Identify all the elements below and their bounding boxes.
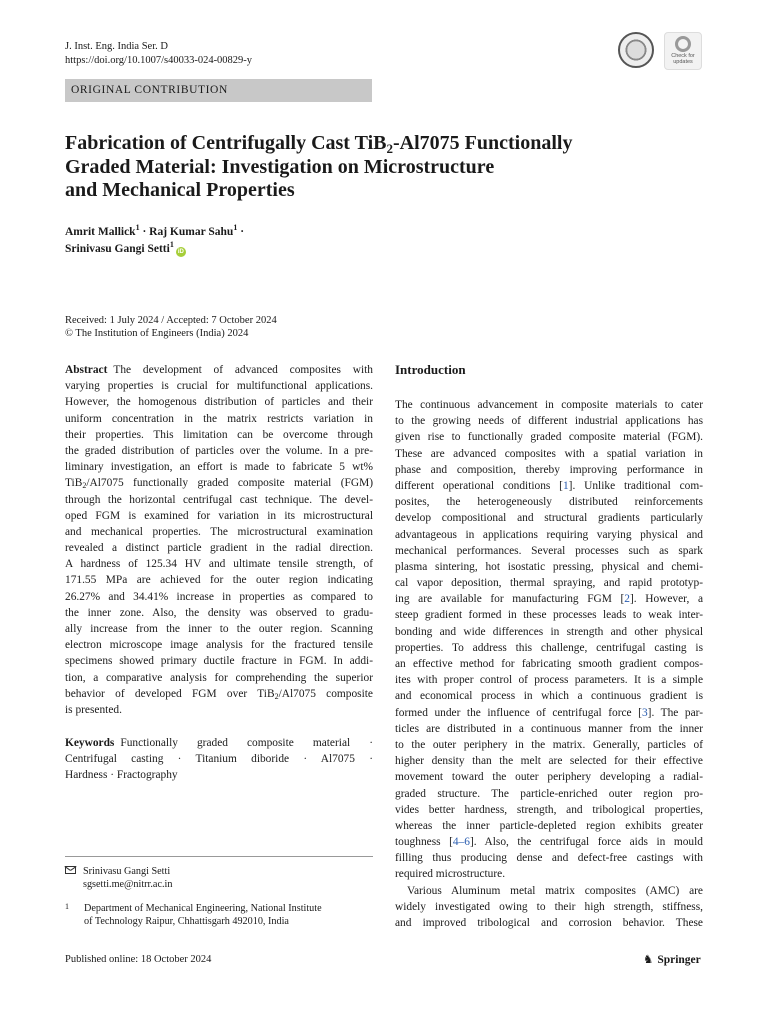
intro-line: higher density than the melt are selected for their effective [395, 755, 703, 768]
published-online: Published online: 18 October 2024 [65, 954, 212, 965]
affiliation-line: of Technology Raipur, Chhattisgarh 492010, India [84, 916, 289, 927]
title-line: and Mechanical Properties [65, 179, 295, 201]
abstract-line: behavior of developed FGM over [65, 687, 258, 700]
abstract-line: A hardness of 125.34 HV and ultimate tensile strength, of [65, 558, 373, 571]
chem-subscript: 2 [274, 691, 279, 701]
intro-line: mechanical performances. Several processes such as spark [395, 544, 703, 557]
intro-line: whereas the inner particle-depleted region exhibits greater [395, 819, 703, 832]
citation-link[interactable]: 2 [624, 593, 630, 606]
intro-line: ]. However, a [629, 593, 703, 606]
intro-line: and improved tribological and corrosion behavior. These [395, 917, 703, 929]
journal-name: J. Inst. Eng. India Ser. D [65, 41, 168, 52]
citation-link[interactable]: 1 [562, 479, 569, 492]
author-sep: · [237, 226, 245, 238]
title-part: -Al7075 Functionally [392, 132, 573, 154]
affiliation-number: 1 [65, 902, 69, 911]
corresponding-author: Srinivasu Gangi Setti [83, 866, 171, 877]
abstract-line: varying properties is crucial for multifunctional applications. [65, 380, 373, 393]
abstract-line: electron microscope image analysis for the fractured tensile [65, 639, 373, 652]
received-accepted: Received: 1 July 2024 / Accepted: 7 October 2024 [65, 315, 277, 326]
abstract [65, 362, 373, 718]
correspondence [65, 865, 172, 891]
intro-line: toughness [ [395, 836, 453, 849]
intro-line: given rise to functionally graded composite material (FGM). [395, 431, 703, 444]
envelope-icon [65, 866, 76, 874]
intro-line: and economical process in which a continuous gradient is [395, 690, 703, 703]
author-affil-sup: 1 [169, 240, 174, 250]
article-dates [65, 314, 277, 340]
abstract-line: ally increase from the inner to the outer region. Scanning [65, 623, 373, 635]
intro-line: vides better hardness, strength, and tribological properties, [395, 803, 703, 816]
abstract-line: 171.55 MPa are achieved for the outer region indicating [65, 574, 373, 587]
abstract-line: liminary investigation, an effort is made to fabricate 5 wt% [65, 461, 373, 474]
abstract-line: However, the homogenous distribution of particles and their [65, 396, 373, 409]
intro-line: steep gradient formed in these processes leads to weak inter- [395, 609, 703, 622]
abstract-label: Abstract [65, 364, 108, 376]
keywords-line: Hardness · Fractography [65, 769, 178, 782]
institution-seal-logo [618, 32, 654, 68]
title-part: Fabrication of Centrifugally Cast TiB [65, 132, 387, 154]
footnote-divider [65, 856, 373, 857]
abstract-line: the inner zone. Also, the density was observed to gradu- [65, 606, 373, 619]
abstract-line: specimens showed primary ductile fracture in FGM. In addi- [65, 655, 373, 668]
chem-formula: TiB [257, 687, 275, 700]
author-name[interactable]: Srinivasu Gangi Setti [65, 243, 170, 255]
article-type-banner: ORIGINAL CONTRIBUTION [65, 79, 372, 102]
springer-horse-icon: ♞ [643, 954, 654, 966]
check-updates-line2: updates [673, 59, 693, 65]
intro-line: to the growing needs of different industrial applications has [395, 415, 703, 428]
keywords [65, 735, 373, 784]
journal-info [65, 40, 252, 68]
keywords-line: Centrifugal casting · Titanium diboride · Al7075 · [65, 753, 373, 766]
intro-line: different operational conditions [ [395, 479, 563, 492]
intro-line: plasma sintering, hot isostatic pressing, physical and chemi- [395, 560, 703, 573]
doi-link[interactable]: https://doi.org/10.1007/s40033-024-00829-y [65, 55, 253, 66]
author-list [65, 224, 244, 258]
abstract-line: /Al7075 composite [278, 687, 373, 700]
abstract-line: /Al7075 functionally graded composite material (FGM) [86, 477, 373, 490]
intro-line: formed under the influence of centrifugal force [ [395, 706, 642, 719]
intro-line: required microstructure. [395, 868, 506, 881]
intro-line: widely investigated owing to their high strength, stiffness, [395, 900, 703, 913]
title-subscript: 2 [386, 141, 393, 156]
corresponding-email[interactable]: sgsetti.me@nitrr.ac.in [83, 879, 173, 890]
copyright: © The Institution of Engineers (India) 2024 [65, 328, 249, 339]
intro-line: posites, the heterogeneously distributed reinforcements [395, 496, 703, 509]
article-title [65, 132, 625, 203]
intro-line: to the outer periphery in the matrix. Generally, particles of [395, 738, 703, 751]
affiliation [65, 902, 322, 928]
intro-line: ]. Also, the centrifugal force aids in mould [469, 836, 703, 849]
intro-line: These are advanced composites with a spatial variation in [395, 447, 703, 460]
intro-line: properties. To address this challenge, centrifugal casting is [395, 641, 703, 654]
abstract-line: the graded distribution of particles over the volume. In a pre- [65, 444, 373, 457]
intro-line: ticles are distributed in a continuous manner from the inner [395, 722, 703, 735]
abstract-line: tion, a comparative analysis for comprehending the superior [65, 671, 373, 684]
chem-subscript: 2 [82, 481, 87, 491]
intro-line: The continuous advancement in composite materials to cater [395, 399, 703, 411]
orcid-icon[interactable]: iD [177, 249, 184, 255]
check-for-updates-badge[interactable] [664, 32, 702, 70]
affiliation-line: Department of Mechanical Engineering, National Institute [84, 903, 322, 914]
author-name[interactable]: Raj Kumar Sahu [149, 226, 234, 238]
author-name[interactable]: Amrit Mallick [65, 226, 136, 238]
intro-line: graded structure. The particle-enriched outer region pro- [395, 787, 703, 800]
intro-line: ites with proper control of process parameters. It is a simple [395, 674, 703, 687]
intro-line: ing are available for manufacturing FGM [ [395, 593, 625, 606]
intro-line: develop compositional and structural gradients particularly [395, 512, 703, 525]
intro-line: an effective method for fabricating smooth gradient compos- [395, 658, 703, 670]
abstract-line: through the horizontal centrifugal cast technique. The devel- [65, 493, 373, 506]
abstract-line: revealed a distinct particle gradient in the radial direction. [65, 542, 373, 555]
publisher-logo [643, 952, 701, 966]
introduction-body [395, 397, 703, 931]
abstract-line: oped FGM is examined for variation in its microstructural [65, 509, 373, 522]
chem-formula: TiB [65, 477, 83, 490]
abstract-line: is presented. [65, 703, 122, 716]
introduction-heading: Introduction [395, 362, 466, 377]
publisher-name: Springer [657, 954, 701, 966]
intro-line: movement toward the outer periphery developing a radial- [395, 771, 703, 784]
check-updates-icon [675, 36, 691, 52]
author-sep: · [139, 226, 150, 238]
check-updates-line1: Check for [671, 53, 695, 59]
intro-line: ]. The par- [647, 706, 704, 719]
citation-link[interactable]: 3 [641, 706, 648, 719]
intro-line: Various Aluminum metal matrix composites (AMC) are [407, 884, 703, 897]
abstract-line: and mechanical properties. The microstructural examination [65, 525, 373, 538]
abstract-line: uniform concentration in the matrix restricts variation in [65, 412, 373, 425]
author-affil-sup: 1 [233, 223, 238, 233]
abstract-line: The development of advanced composites with [113, 364, 373, 376]
keywords-label: Keywords [65, 737, 115, 749]
keywords-line: Functionally graded composite material · [120, 737, 373, 749]
abstract-line: their properties. This limitation can be overcome through [65, 428, 373, 441]
intro-line: advantageous in applications requiring varying physical and [395, 528, 703, 541]
intro-line: filling thus producing dense and defect-free castings with [395, 852, 703, 865]
intro-line: cal vapor deposition, thermal spraying, and rapid prototyp- [395, 577, 703, 590]
title-line: Graded Material: Investigation on Microstructure [65, 155, 495, 178]
abstract-line: 26.27% and 34.41% increase in properties as compared to [65, 590, 373, 603]
intro-line: ]. Unlike traditional com- [568, 479, 703, 492]
citation-link[interactable]: 4–6 [452, 836, 470, 849]
intro-line: phase and composition, thereby improving performance in [395, 463, 703, 476]
author-affil-sup: 1 [135, 223, 140, 233]
intro-line: bonding and wide differences in strength and other physical [395, 625, 703, 638]
